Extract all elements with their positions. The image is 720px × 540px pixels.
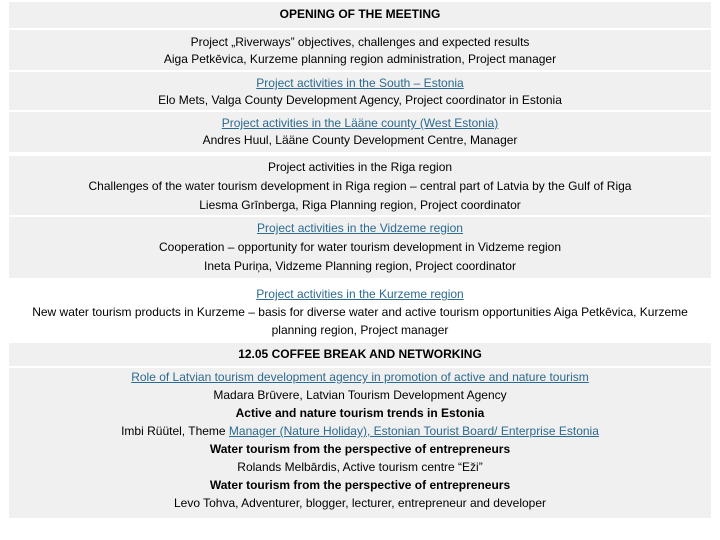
meeting-agenda [9,2,711,518]
agenda-item-objectives [9,30,711,72]
item-title: Project „Riverways” objectives, challenges and expected results [190,35,530,49]
item-speaker: Andres Huul, Lääne County Development Centre, Manager [202,133,518,147]
opening-title: OPENING OF THE MEETING [279,7,441,21]
agenda-item-south-estonia [9,72,711,112]
item-subtitle: Challenges of the water tourism development in Riga region – central part of Latvia by the Gulf of Riga [88,179,632,193]
coffee-break-row [9,343,711,368]
latvia-agency-title-link[interactable]: Role of Latvian tourism development agency in promotion of active and nature tourism [131,370,589,384]
speaker-role-link[interactable]: Manager (Nature Holiday), Estonian Tourist Board/ Enterprise Estonia [228,424,599,438]
agenda-item-kurzeme-region [9,282,711,343]
item-title-link[interactable]: Project activities in the Lääne county (West Estonia) [221,116,499,130]
agenda-item-vidzeme-region [9,217,711,282]
agenda-item-riga-region [9,156,711,217]
entrepreneurs-speaker-2: Levo Tohva, Adventurer, blogger, lecturer, entrepreneur and developer [173,496,547,510]
speaker-name: Imbi Rüütel, Theme [121,424,229,438]
estonia-trends-speaker [9,422,711,440]
estonia-trends-title: Active and nature tourism trends in Estonia [235,406,485,420]
item-speaker: Ineta Puriņa, Vidzeme Planning region, Project coordinator [204,259,516,273]
agenda-opening-row [9,2,711,30]
entrepreneurs-title-2: Water tourism from the perspective of entrepreneurs [209,478,511,492]
item-title: Project activities in the Riga region [267,160,453,174]
agenda-session-two [9,368,711,518]
item-subtitle: Cooperation – opportunity for water tourism development in Vidzeme region [159,240,561,254]
coffee-break-title: 12.05 COFFEE BREAK AND NETWORKING [238,347,482,361]
item-speaker: Aiga Petkēvica, Kurzeme planning region administration, Project manager [163,52,557,66]
item-speaker: Liesma Grīnberga, Riga Planning region, Project coordinator [199,198,521,212]
item-subtitle: New water tourism products in Kurzeme – basis for diverse water and active tourism opportunities Aiga Petkēvica, Kurzeme planning region, Project manager [32,305,688,337]
item-title-link[interactable]: Project activities in the Kurzeme region [256,287,464,301]
entrepreneurs-title-1: Water tourism from the perspective of entrepreneurs [209,442,511,456]
latvia-agency-speaker: Madara Brūvere, Latvian Tourism Development Agency [213,388,507,402]
item-title-link[interactable]: Project activities in the South – Estonia [256,76,464,90]
agenda-item-laane-county [9,112,711,156]
item-title-link[interactable]: Project activities in the Vidzeme region [257,221,463,235]
item-speaker: Elo Mets, Valga County Development Agency, Project coordinator in Estonia [158,93,562,107]
entrepreneurs-speaker-1: Rolands Melbārdis, Active tourism centre “Eži” [237,460,483,474]
